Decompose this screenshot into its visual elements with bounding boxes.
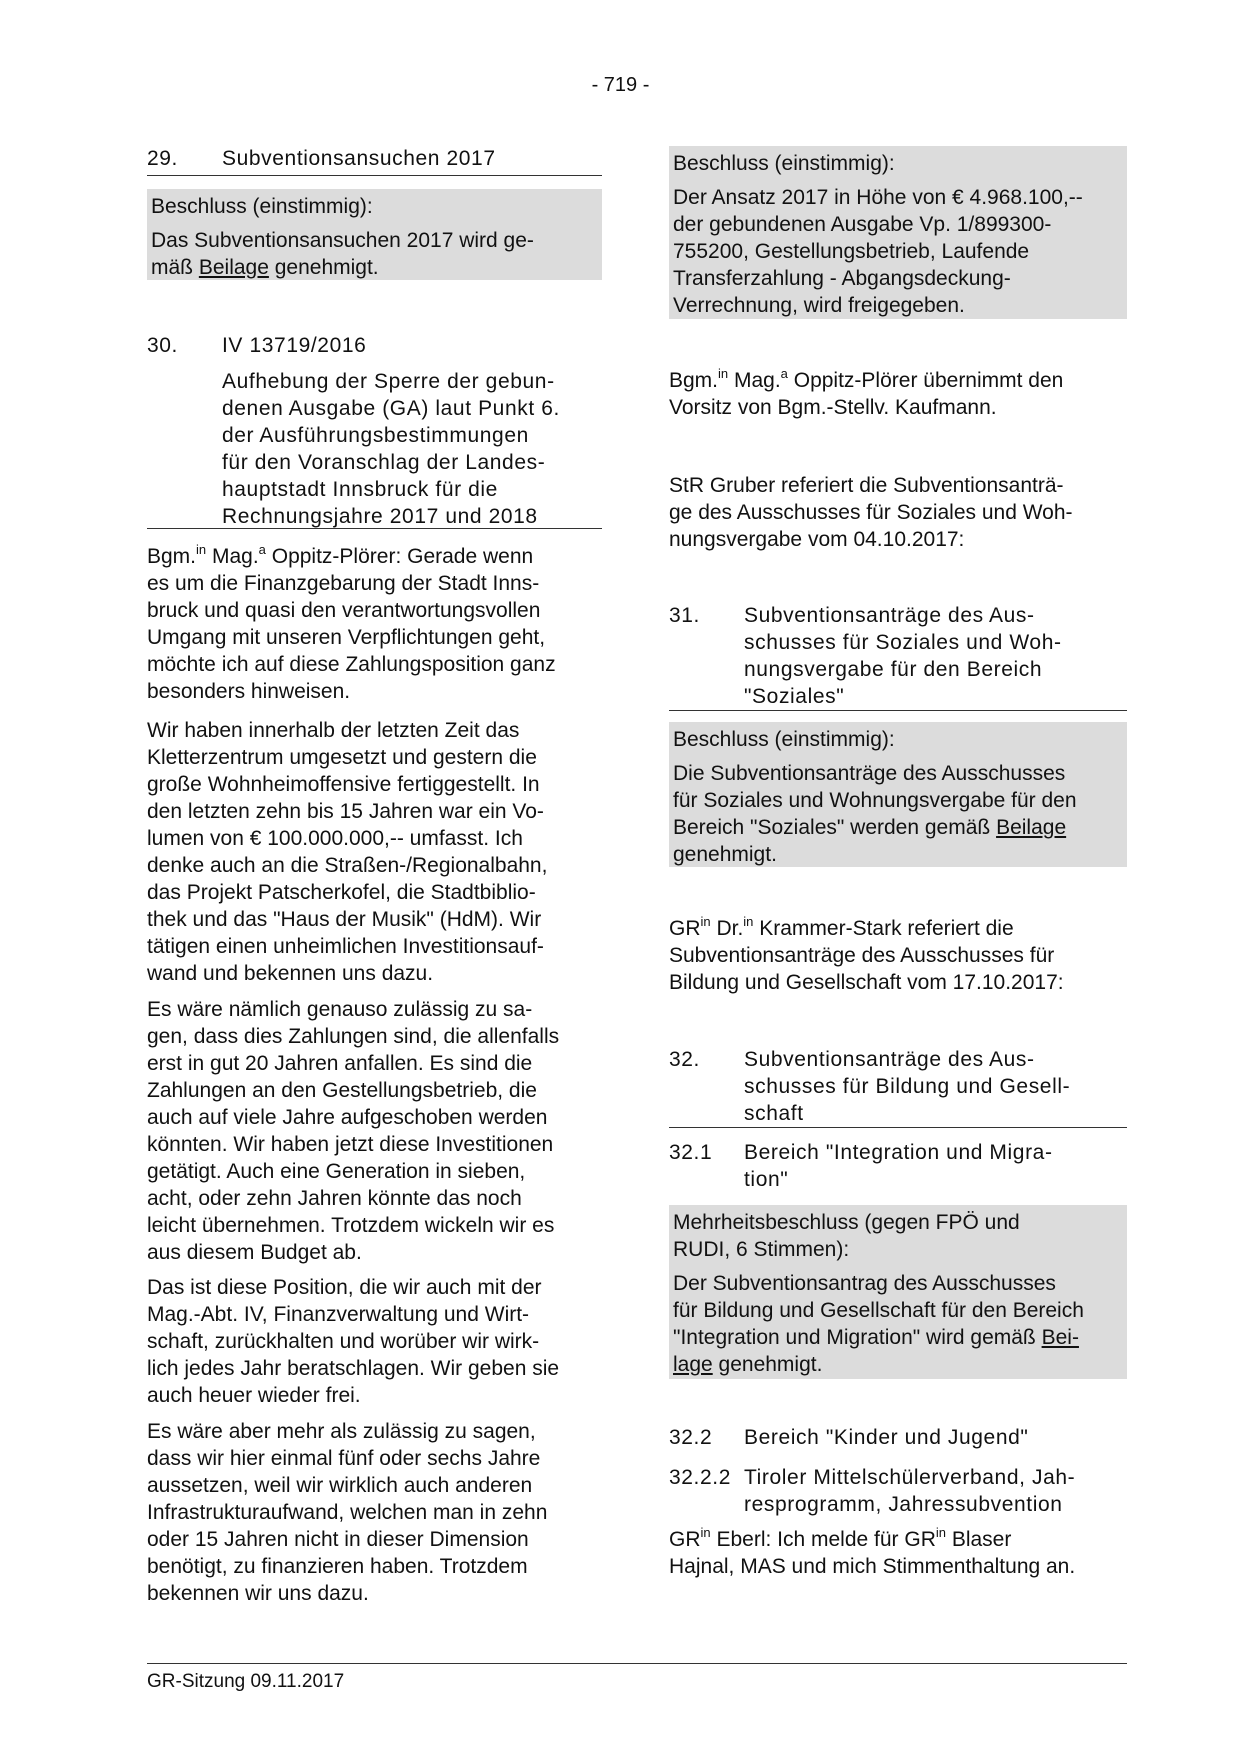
item-title: Subventionsanträge des Aus- schusses für Soziales und Woh- nungsvergabe für den Bereich "Soziales" [744,604,1062,708]
resolution-text: mäß Beilage genehmigt. [151,256,379,279]
resolution-label: Beschluss (einstimmig): [673,152,895,175]
resolution-text: Der Subventionsantrag des Ausschusses für Bildung und Gesellschaft für den Bereich "Integration und Migration" wird gemäß Bei- lage genehmigt. [673,1272,1084,1376]
item-32-2-2-heading [669,1464,1127,1520]
item-subtitle: Aufhebung der Sperre der gebun- denen Ausgabe (GA) laut Punkt 6. der Ausführungsbestimmungen für den Voranschlag der Landes- hauptstadt Innsbruck für die Rechnungsjahre 2017 und 2018 [222,370,560,528]
eberl-statement-paragraph: $GR^{in}$ Eberl: Ich melde für $GR^{in}$ Blaser Hajnal, MAS und mich Stimmenthaltung an. [669,1525,1076,1578]
chair-handover-paragraph: Bgm.$^{in}$ Mag.$^a$ Oppitz-Plörer übernimmt den Vorsitz von Bgm.-Stellv. Kaufmann. [669,366,1064,419]
beilage-link[interactable]: Beilage [198,256,269,279]
resolution-text: Der Ansatz 2017 in Höhe von € 4.968.100,-- der gebundenen Ausgabe Vp. 1/899300- 755200, Gestellungsbetrieb, Laufende Transferzahlung - Abgangsdeckung- Verrechnung, wird freigegeben. [673,186,1083,317]
footer-divider [147,1663,1127,1664]
speech-paragraph-3: Es wäre nämlich genauso zulässig zu sa- gen, dass dies Zahlungen sind, die allenfalls erst in gut 20 Jahren anfallen. Es sind die Zahlungen an den Gestellungsbetrieb, die auch auf viele Jahre aufgeschoben werden könnten. Wir haben jetzt diese Investitionen getätigt. Auch eine Generation in sieben, acht, oder zehn Jahren könnte das noch leicht übernehmen. Trotzdem wickeln wir es aus diesem Budget ab. [147,998,560,1264]
item-title: Tiroler Mittelschülerverband, Jah- resprogramm, Jahressubvention [744,1466,1076,1516]
item-number: 31. [669,604,700,627]
resolution-box-30 [669,146,1127,319]
gruber-report-paragraph: StR Gruber referiert die Subventionsanträ- ge des Ausschusses für Soziales und Woh- nungsvergabe vom 04.10.2017: [669,474,1073,551]
beilage-link[interactable]: lage [673,1353,713,1376]
item-29-heading [147,145,602,176]
resolution-box-31 [669,722,1127,867]
item-number: 32.1 [669,1141,713,1164]
speech-paragraph-1: Bgm.$^{in}$ Mag.$^a$ Oppitz-Plörer: Gerade wenn es um die Finanzgebarung der Stadt Inns- bruck und quasi den verantwortungsvollen Umgang mit unseren Verpflichtungen geht, möchte ich auf diese Zahlungsposition ganz besonders hinweisen. [147,542,556,703]
footer-text: GR-Sitzung 09.11.2017 [147,1671,345,1692]
resolution-box-29 [147,189,602,280]
resolution-label: Beschluss (einstimmig): [151,195,373,218]
krammer-report-paragraph: $GR^{in}$ Dr.$^{in}$ Krammer-Stark referiert die Subventionsanträge des Ausschusses für Bildung und Gesellschaft vom 17.10.2017: [669,914,1064,994]
item-number: 32.2 [669,1426,713,1449]
resolution-box-32-1 [669,1205,1127,1379]
resolution-label: Beschluss (einstimmig): [673,728,895,751]
item-title: Bereich "Integration und Migra- tion" [744,1141,1053,1191]
speech-paragraph-2: Wir haben innerhalb der letzten Zeit das Kletterzentrum umgesetzt und gestern die große Wohnheimoffensive fertiggestellt. In den letzten zehn bis 15 Jahren war ein Vo- lumen von € 100.000.000,-- umfasst. Ich denke auch an die Straßen-/Regionalbahn, das Projekt Patscherkofel, die Stadtbiblio- thek und das "Haus der Musik" (HdM). Wir tätigen einen unheimlichen Investitionsauf- wand und bekennen uns dazu. [147,719,548,985]
item-number: 32.2.2 [669,1466,731,1489]
resolution-label: Mehrheitsbeschluss (gegen FPÖ und RUDI, 6 Stimmen): [673,1211,1020,1261]
speech-paragraph-4: Das ist diese Position, die wir auch mit der Mag.-Abt. IV, Finanzverwaltung und Wirt- schaft, zurückhalten und worüber wir wirk- lich jedes Jahr beratschlagen. Wir geben sie auch heuer wieder frei. [147,1276,560,1407]
item-title: IV 13719/2016 [222,334,367,357]
resolution-text: Die Subventionsanträge des Ausschusses für Soziales und Wohnungsvergabe für den Bereich "Soziales" werden gemäß Beilage genehmigt. [673,762,1077,866]
item-32-1-heading [669,1139,1127,1195]
item-number: 29. [147,147,178,170]
beilage-link[interactable]: Beilage [996,816,1067,839]
item-title: Subventionsansuchen 2017 [222,147,496,170]
speech-paragraph-5: Es wäre aber mehr als zulässig zu sagen, dass wir hier einmal fünf oder sechs Jahre aussetzen, weil wir wirklich auch anderen Infrastrukturaufwand, welchen man in zehn oder 15 Jahren nicht in dieser Dimension benötigt, zu finanzieren haben. Trotzdem bekennen wir uns dazu. [147,1420,548,1605]
item-30-heading [147,332,602,529]
item-number: 30. [147,334,178,357]
beilage-link[interactable]: Bei- [1041,1326,1079,1349]
item-title: Subventionsanträge des Aus- schusses für Bildung und Gesell- schaft [744,1048,1071,1125]
item-31-heading [669,602,1127,711]
item-title: Bereich "Kinder und Jugend" [744,1426,1029,1449]
item-number: 32. [669,1048,700,1071]
resolution-text: Das Subventionsansuchen 2017 wird ge- [151,229,534,252]
page-number: - 719 - [591,74,650,96]
item-32-heading [669,1046,1127,1128]
